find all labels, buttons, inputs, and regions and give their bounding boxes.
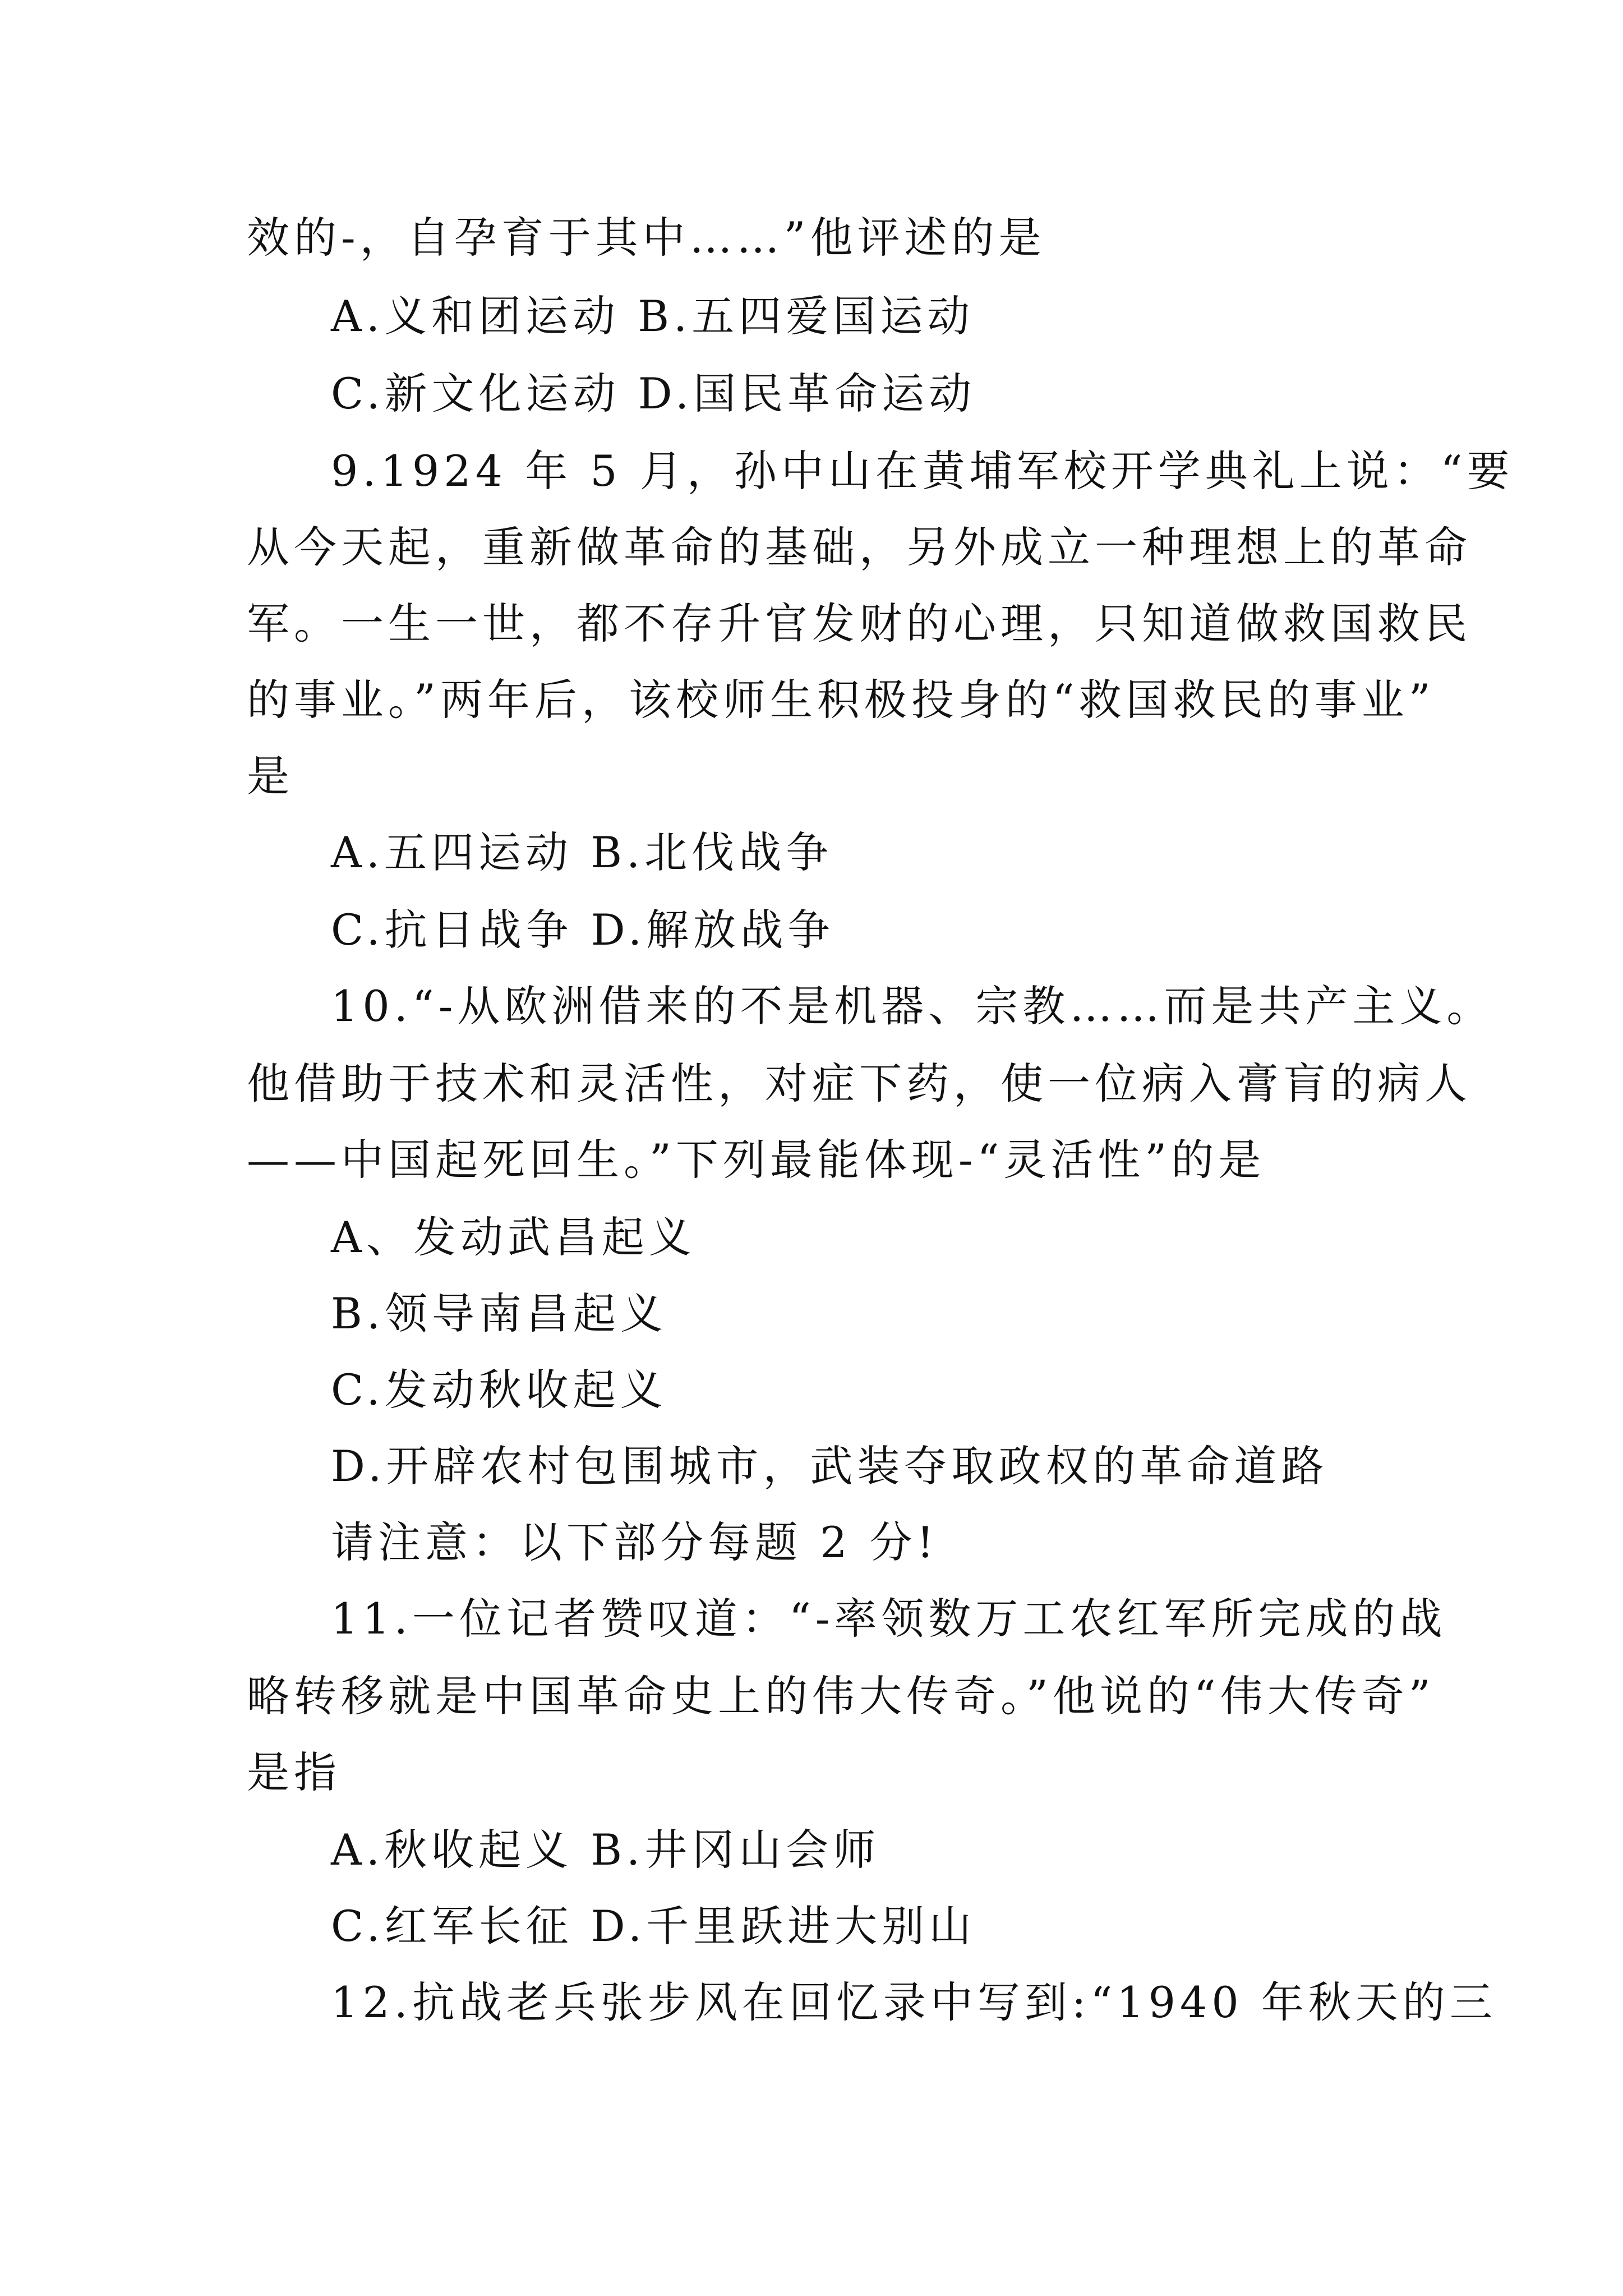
- question-11-line-1: 11.一位记者赞叹道：“-率领数万工农红军所完成的战: [331, 1594, 1447, 1644]
- question-10-line-3: ——中国起死回生。”下列最能体现-“灵活性”的是: [247, 1135, 1266, 1185]
- question-10-option-a: A、发动武昌起义: [331, 1212, 696, 1262]
- question-9-line-1: 9.1924 年 5 月，孙中山在黄埔军校开学典礼上说：“要: [331, 446, 1514, 496]
- question-11-options-cd: C.红军长征 D.千里跃进大别山: [331, 1901, 976, 1951]
- question-8-options-cd: C.新文化运动 D.国民革命运动: [331, 369, 976, 418]
- question-11-line-2: 略转移就是中国革命史上的伟大传奇。”他说的“伟大传奇”: [247, 1671, 1435, 1721]
- question-10-line-1: 10.“-从欧洲借来的不是机器、宗教……而是共产主义。: [331, 981, 1494, 1031]
- question-10-option-d: D.开辟农村包围城市，武装夺取政权的革命道路: [331, 1441, 1329, 1491]
- question-9-options-ab: A.五四运动 B.北伐战争: [331, 827, 833, 877]
- question-10-option-c: C.发动秋收起义: [331, 1365, 667, 1415]
- section-note: 请注意：以下部分每题 2 分!: [331, 1517, 939, 1567]
- question-9-line-4: 的事业。”两年后，该校师生积极投身的“救国救民的事业”: [247, 675, 1435, 725]
- question-11-line-3: 是指: [247, 1747, 341, 1797]
- question-8-text-end: 效的-，自孕育于其中……”他评述的是: [247, 213, 1046, 263]
- question-12-line-1: 12.抗战老兵张步风在回忆录中写到:“1940 年秋天的三: [331, 1977, 1497, 2027]
- question-9-options-cd: C.抗日战争 D.解放战争: [331, 905, 835, 955]
- question-9-line-3: 军。一生一世，都不存升官发财的心理，只知道做救国救民: [247, 599, 1472, 648]
- question-10-option-b: B.领导南昌起义: [331, 1289, 668, 1338]
- question-9-line-2: 从今天起，重新做革命的基础，另外成立一种理想上的革命: [247, 522, 1472, 572]
- question-8-options-ab: A.义和团运动 B.五四爱国运动: [331, 291, 975, 341]
- question-11-options-ab: A.秋收起义 B.井冈山会师: [331, 1825, 880, 1875]
- question-9-line-5: 是: [247, 751, 294, 801]
- question-10-line-2: 他借助于技术和灵活性，对症下药，使一位病入膏肓的病人: [247, 1059, 1472, 1108]
